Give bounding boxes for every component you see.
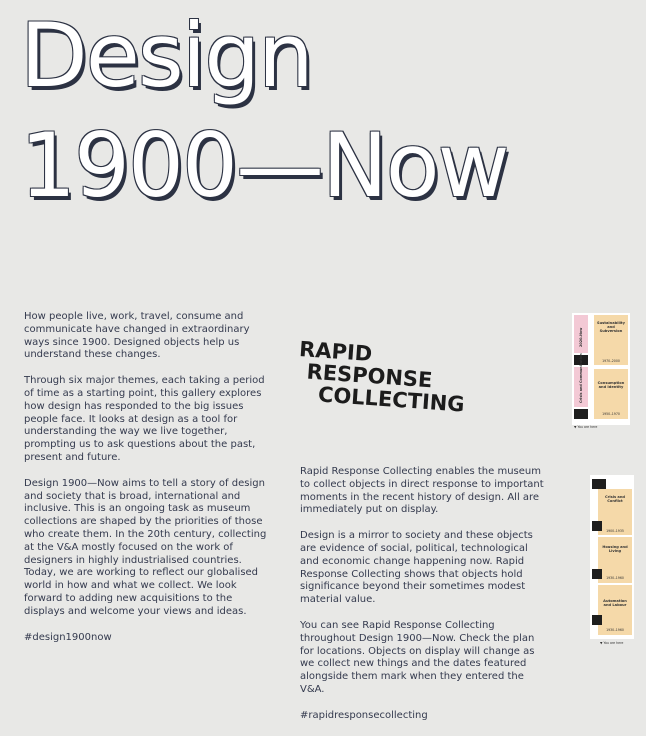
label-2020-now: 2020–Now — [579, 327, 583, 347]
hashtag-rapidresponsecollecting: #rapidresponsecollecting — [300, 709, 428, 721]
intro-paragraph-2: Through six major themes, each taking a period of time as a starting point, this gallery explores how design has responded to the big issues people face. It looks at design as a tool for understanding the way we live together, prompting us to ask questions about the past, present and future. — [24, 375, 265, 463]
years-1930-1960-automation: 1930–1960 — [606, 628, 624, 632]
rapid-response-collecting-logo — [295, 337, 466, 417]
you-are-here-upper: ▼ You are here — [574, 425, 598, 429]
label-crisis-communication: Crisis and Communication — [579, 353, 583, 403]
logo-line-response: RESPONSE — [305, 359, 434, 393]
rrc-paragraph-3: You can see Rapid Response Collecting throughout Design 1900—Now. Check the plan for locations. Objects on display will change as we collect new things and the dates featured alongside them mark when they entered the V&A. — [300, 619, 535, 695]
years-1930-1960-housing: 1930–1960 — [606, 576, 624, 580]
floor-plan-lower — [590, 475, 634, 650]
theme-consumption-identity: Consumption and Identity — [597, 381, 625, 390]
theme-sustainability-subversion: Sustainability and Subversion — [597, 321, 625, 334]
title-line-dates: 1900—Now — [20, 114, 508, 217]
you-are-here-lower: ▼ You are here — [600, 641, 624, 645]
rrc-paragraph-1: Rapid Response Collecting enables the museum to collect objects in direct response to important moments in the recent history of design. All are immediately put on display. — [300, 466, 544, 516]
intro-paragraph-1: How people live, work, travel, consume and communicate have changed in extraordinary ways since 1900. Designed objects help us understand these changes. — [24, 311, 250, 361]
logo-line-collecting: COLLECTING — [317, 382, 466, 417]
hashtag-design1900now: #design1900now — [24, 631, 112, 643]
rrc-text — [300, 466, 545, 736]
rrc-paragraph-2: Design is a mirror to society and these objects are evidence of social, political, technological and economic change happening now. Rapid Response Collecting shows that objects hold significance beyond their sometimes modest material value. — [300, 530, 533, 606]
years-1900-1935: 1900–1935 — [606, 529, 624, 533]
intro-text — [24, 311, 274, 657]
title-line-design: Design — [20, 4, 312, 107]
theme-crisis-conflict: Crisis and Conflict — [605, 495, 625, 504]
theme-automation-labour: Automation and Labour — [603, 599, 627, 608]
intro-paragraph-3: Design 1900—Now aims to tell a story of design and society that is broad, international and inclusive. This is an ongoing task as museum collections are shaped by the priorities of those who create them. In the 20th century, collecting at the V&A mostly focused on the work of designers in highly industrialised countries. Today, we are working to reflect our globalised world in how and what we collect. We look forward to adding new acquisitions to the displays and welcome your views and ideas. — [24, 477, 267, 617]
years-1950-1970: 1950–1970 — [602, 412, 620, 416]
theme-housing-living: Housing and Living — [602, 545, 628, 554]
floor-plan-upper — [572, 313, 630, 429]
logo-line-rapid: RAPID — [298, 337, 373, 367]
years-1970-2000: 1970–2000 — [602, 359, 620, 363]
